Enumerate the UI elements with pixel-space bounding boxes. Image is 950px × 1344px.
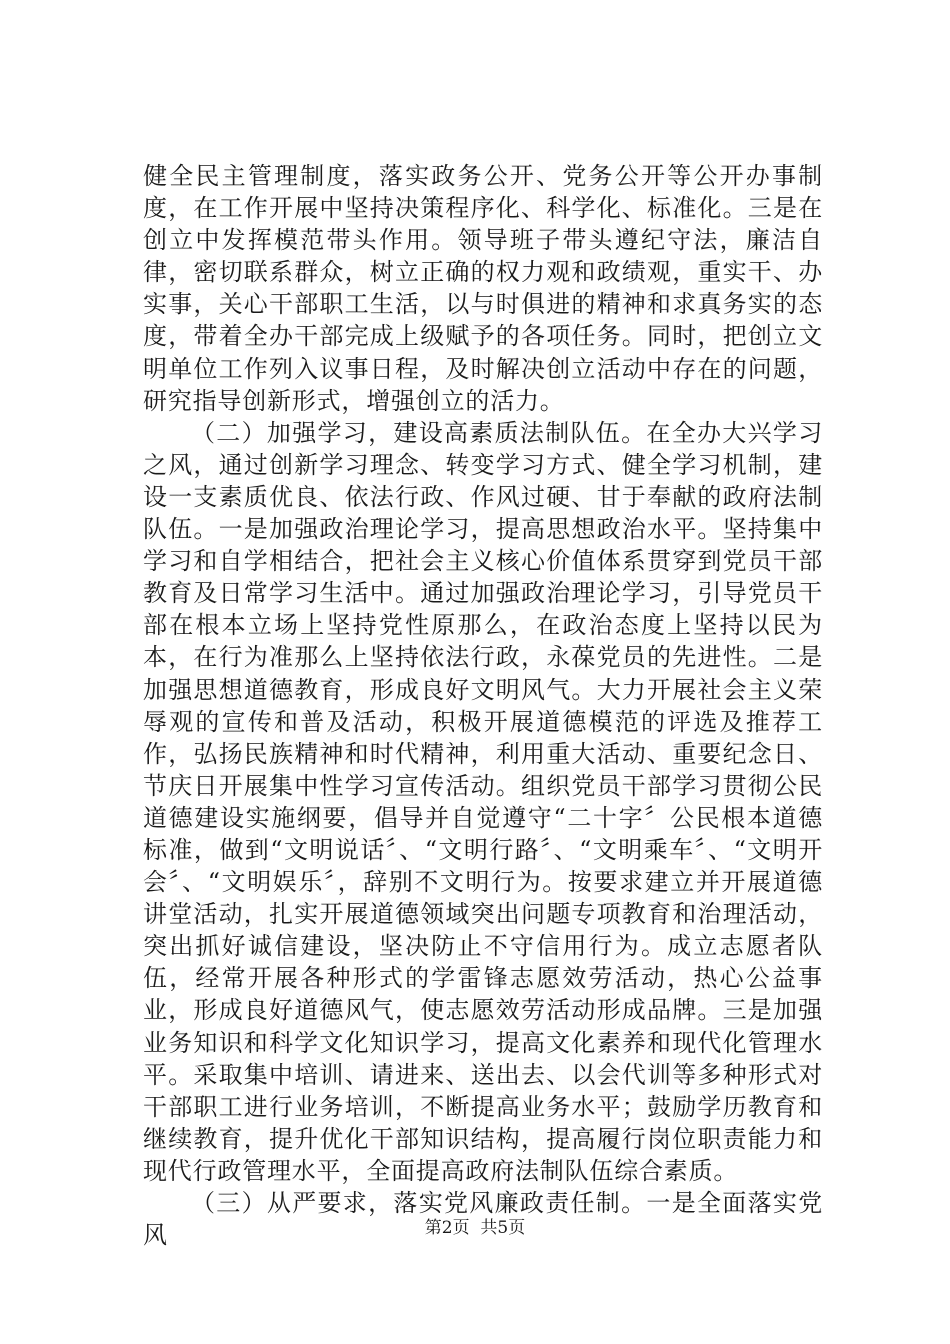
paragraph-section-three: （三）从严要求，落实党风廉政责任制。一是全面落实党风	[143, 1189, 823, 1250]
paragraph-continuation: 健全民主管理制度，落实政务公开、党务公开等公开办事制度，在工作开展中坚持决策程序化、科学化、标准化。三是在创立中发挥模范带头作用。领导班子带头遵纪守法，廉洁自律，密切联系群众，树立正确的权力观和政绩观，重实干、办实事，关心干部职工生活，以与时俱进的精神和求真务实的态度，带着全办干部完成上级赋予的各项任务。同时，把创立文明单位工作列入议事日程，及时解决创立活动中存在的问题，研究指导创新形式，增强创立的活力。	[143, 162, 823, 415]
paragraph-section-two: （二）加强学习，建设高素质法制队伍。在全办大兴学习之风，通过创新学习理念、转变学习方式、健全学习机制，建设一支素质优良、依法行政、作风过硬、甘于奉献的政府法制队伍。一是加强政治理论学习，提高思想政治水平。坚持集中学习和自学相结合，把社会主义核心价值体系贯穿到党员干部教育及日常学习生活中。通过加强政治理论学习，引导党员干部在根本立场上坚持党性原那么，在政治态度上坚持以民为本，在行为准那么上坚持依法行政，永葆党员的先进性。二是加强思想道德教育，形成良好文明风气。大力开展社会主义荣辱观的宣传和普及活动，积极开展道德模范的评选及推荐工作，弘扬民族精神和时代精神，利用重大活动、重要纪念日、节庆日开展集中性学习宣传活动。组织党员干部学习贯彻公民道德建设实施纲要，倡导并自觉遵守“二十字〞公民根本道德标准，做到“文明说话〞、“文明行路〞、“文明乘车〞、“文明开会〞、“文明娱乐〞，辞别不文明行为。按要求建立并开展道德讲堂活动，扎实开展道德领域突出问题专项教育和治理活动，突出抓好诚信建设，坚决防止不守信用行为。成立志愿者队伍，经常开展各种形式的学雷锋志愿效劳活动，热心公益事业，形成良好道德风气，使志愿效劳活动形成品牌。三是加强业务知识和科学文化知识学习，提高文化素养和现代化管理水平。采取集中培训、请进来、送出去、以会代训等多种形式对干部职工进行业务培训，不断提高业务水平；鼓励学历教育和继续教育，提升优化干部知识结构，提高履行岗位职责能力和现代行政管理水平，全面提高政府法制队伍综合素质。	[143, 418, 823, 1185]
document-body	[143, 160, 823, 1251]
page-footer: 第2页 共5页	[424, 1218, 526, 1238]
